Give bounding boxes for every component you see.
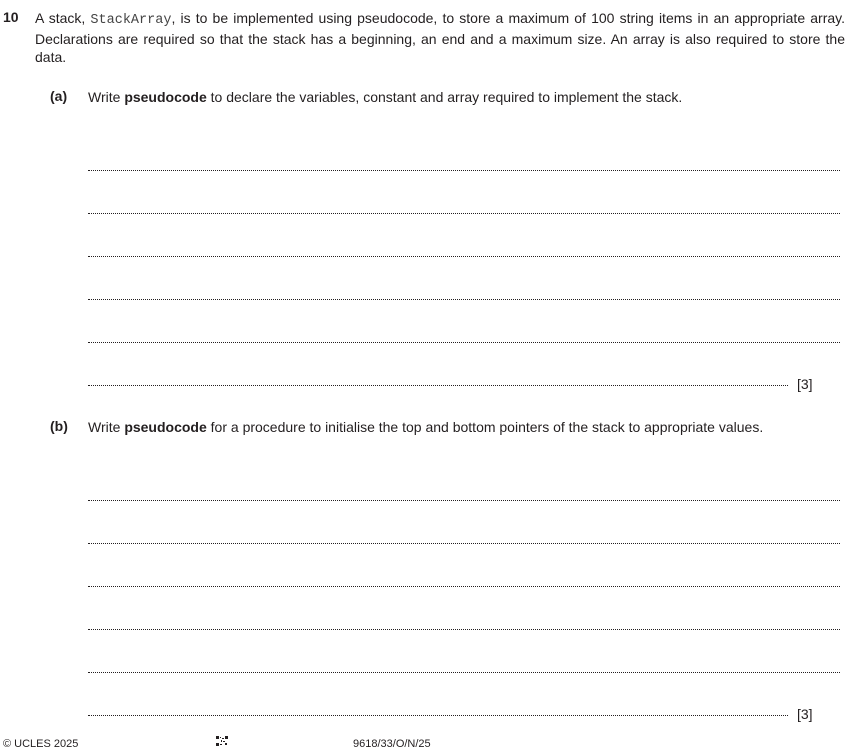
part-a-marks: [3] [797, 376, 813, 392]
footer-copyright: © UCLES 2025 [3, 738, 79, 750]
intro-text-after: , is to be implemented using pseudocode, to store a maximum of 100 string items in an appropriate array. Declarations are required so that the stack has a beginning, an end and a maximum size. An array is also required to store the data. [35, 10, 845, 65]
qr-code-icon [216, 736, 228, 746]
part-b-prompt [88, 418, 843, 436]
part-b-bold: pseudocode [124, 419, 207, 435]
answer-line-b6[interactable] [88, 713, 788, 716]
answer-line-a5[interactable] [88, 340, 840, 343]
answer-line-b4[interactable] [88, 627, 840, 630]
part-a-label: (a) [50, 88, 68, 104]
part-a-text-before: Write [88, 89, 125, 105]
answer-line-a3[interactable] [88, 254, 840, 257]
part-b-text-before: Write [88, 419, 125, 435]
intro-code: StackArray [90, 13, 172, 28]
part-a-text-after: to declare the variables, constant and array required to implement the stack. [206, 89, 683, 105]
question-number: 10 [3, 9, 19, 25]
intro-text-before: A stack, [35, 10, 91, 26]
answer-line-a1[interactable] [88, 168, 840, 171]
part-b-text-after: for a procedure to initialise the top and bottom pointers of the stack to appropriate values. [206, 419, 764, 435]
answer-line-b5[interactable] [88, 670, 840, 673]
answer-line-b1[interactable] [88, 498, 840, 501]
question-intro [35, 9, 845, 66]
answer-line-a4[interactable] [88, 297, 840, 300]
footer-paper-code: 9618/33/O/N/25 [353, 738, 431, 750]
answer-line-b2[interactable] [88, 541, 840, 544]
part-a-bold: pseudocode [124, 89, 207, 105]
part-b-marks: [3] [797, 706, 813, 722]
part-a-prompt [88, 88, 843, 106]
part-b-label: (b) [50, 418, 68, 434]
answer-line-a2[interactable] [88, 211, 840, 214]
answer-line-a6[interactable] [88, 383, 788, 386]
answer-line-b3[interactable] [88, 584, 840, 587]
